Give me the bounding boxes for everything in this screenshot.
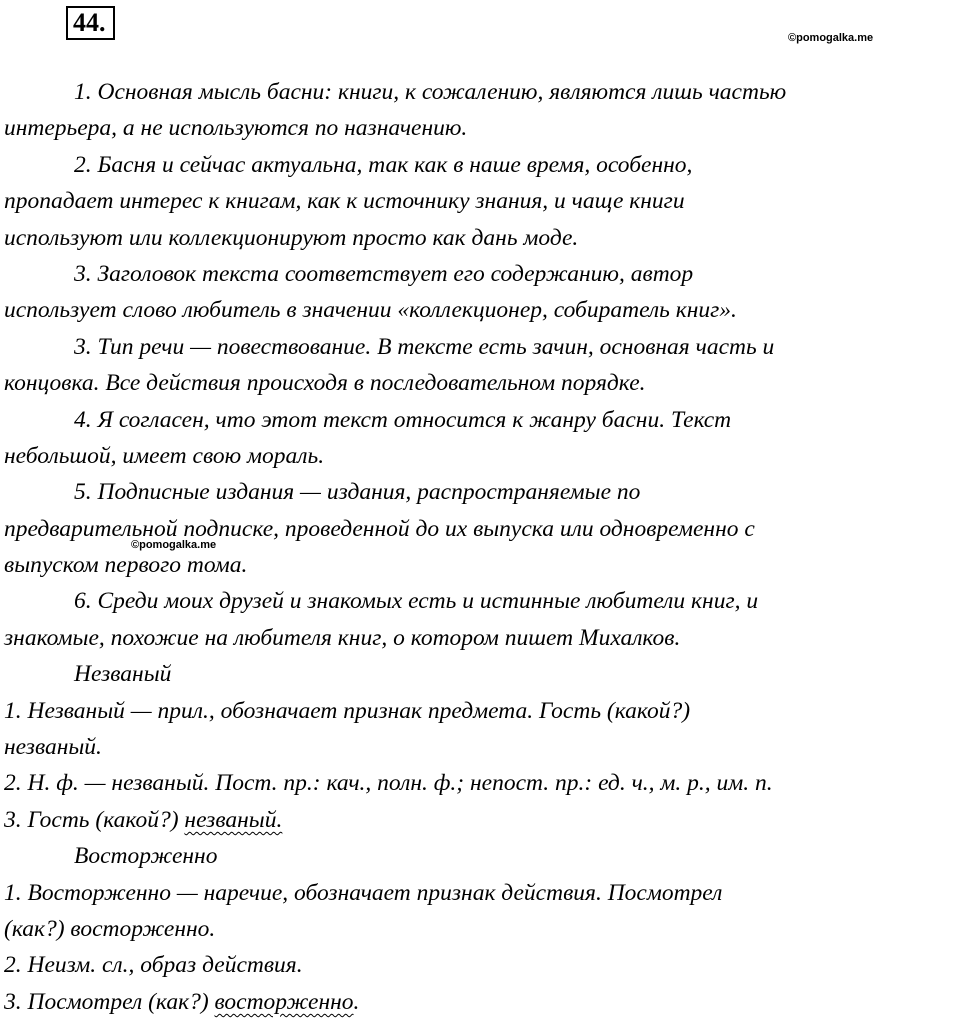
text-line: 4. Я согласен, что этот текст относится к жанру басни. Текст bbox=[74, 406, 732, 433]
text-line: выпуском первого тома. bbox=[4, 552, 248, 579]
text-line: использует слово любитель в значении «коллекционер, собиратель книг». bbox=[4, 297, 737, 324]
exercise-number: 44. bbox=[66, 6, 115, 40]
text-line: 3. Заголовок текста соответствует его содержанию, автор bbox=[74, 260, 694, 287]
text-line: концовка. Все действия происходя в последовательном порядке. bbox=[4, 370, 646, 397]
word-heading: Восторженно bbox=[74, 843, 218, 870]
text-line: 2. Н. ф. — незваный. Пост. пр.: кач., полн. ф.; непост. пр.: ед. ч., м. р., им. п. bbox=[4, 770, 773, 797]
word-heading: Незваный bbox=[74, 661, 172, 688]
watermark-top: ©pomogalka.me bbox=[788, 32, 874, 44]
text-line: 1. Восторженно — наречие, обозначает признак действия. Посмотрел bbox=[4, 879, 723, 906]
text-line: 1. Основная мысль басни: книги, к сожалению, являются лишь частью bbox=[74, 79, 787, 105]
text-line: 6. Среди моих друзей и знакомых есть и истинные любители книг, и bbox=[74, 588, 759, 615]
text-line: (как?) восторженно. bbox=[4, 915, 216, 942]
text-line: знакомые, похожие на любителя книг, о котором пишет Михалков. bbox=[4, 624, 681, 651]
text-line: 2. Басня и сейчас актуальна, так как в наше время, особенно, bbox=[74, 151, 693, 178]
text-line: используют или коллекционируют просто как дань моде. bbox=[4, 224, 579, 251]
text-fragment: 3. Посмотрел (как?) bbox=[4, 988, 215, 1015]
text-line: предварительной подписке, проведенной до их выпуска или одновременно с bbox=[4, 515, 755, 542]
text-fragment: . bbox=[353, 988, 360, 1015]
text-line bbox=[4, 802, 958, 838]
text-line: 1. Незваный — прил., обозначает признак предмета. Гость (какой?) bbox=[4, 697, 691, 724]
text-line: незваный. bbox=[4, 734, 102, 761]
watermark-middle: ©pomogalka.me bbox=[131, 539, 217, 551]
text-line bbox=[4, 984, 958, 1020]
underlined-word: восторженно bbox=[214, 988, 354, 1015]
answer-text bbox=[4, 74, 958, 1020]
text-line: небольшой, имеет свою мораль. bbox=[4, 442, 325, 469]
text-line: 5. Подписные издания — издания, распространяемые по bbox=[74, 479, 641, 506]
text-line: 2. Неизм. сл., образ действия. bbox=[4, 952, 303, 979]
text-line: пропадает интерес к книгам, как к источнику знания, и чаще книги bbox=[4, 188, 685, 215]
underlined-word: незваный. bbox=[184, 806, 283, 833]
text-line: 3. Тип речи — повествование. В тексте есть зачин, основная часть и bbox=[74, 333, 775, 360]
text-fragment: 3. Гость (какой?) bbox=[4, 806, 185, 833]
text-line: интерьера, а не используются по назначению. bbox=[4, 115, 468, 142]
